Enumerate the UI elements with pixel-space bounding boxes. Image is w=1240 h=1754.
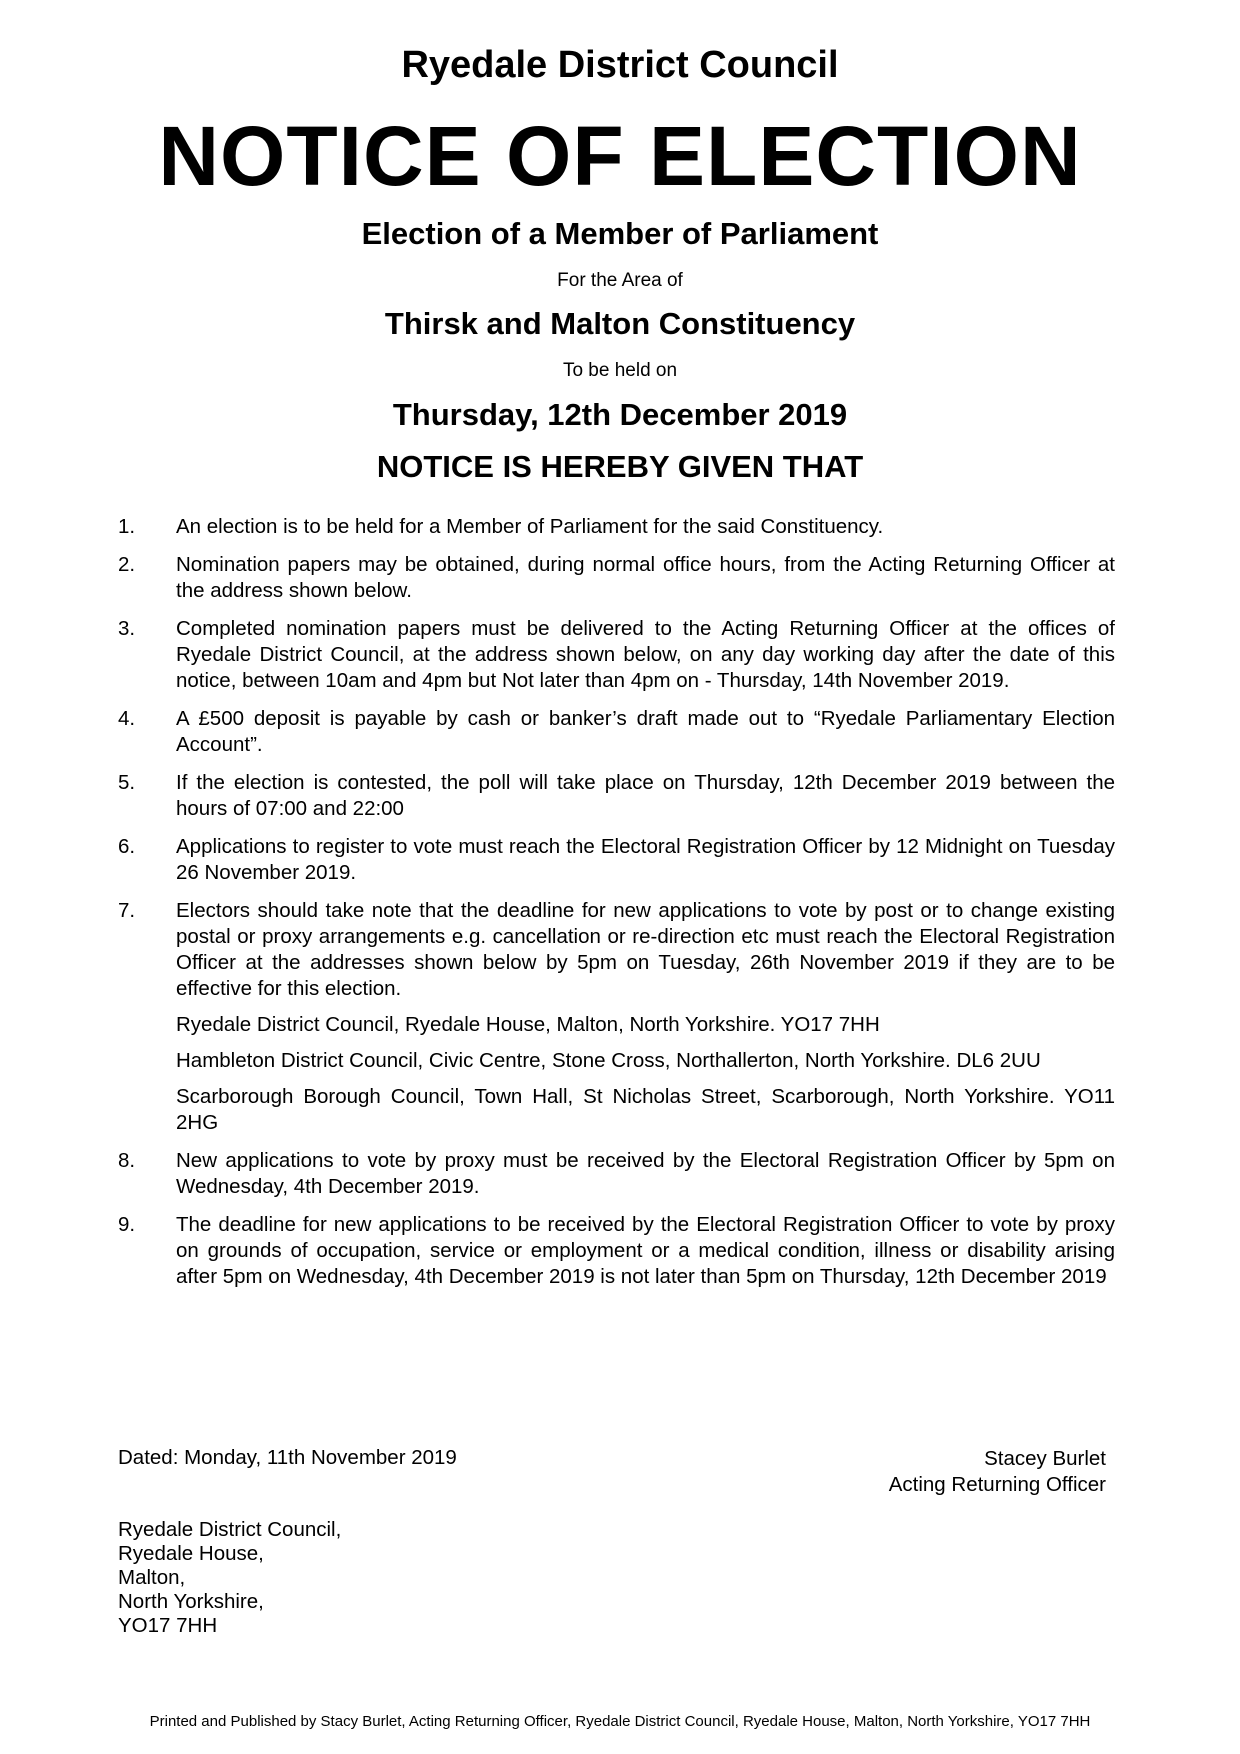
held-on-label: To be held on [562, 360, 678, 381]
item-text: If the election is contested, the poll will take place on Thursday, 12th December 2019 between the hours of 07:00 and 22:00 [176, 771, 1115, 820]
address-scarborough: Scarborough Borough Council, Town Hall, St Nicholas Street, Scarborough, North Yorkshire. YO11 2HG [176, 1085, 1115, 1134]
election-type: Election of a Member of Parliament [361, 216, 879, 251]
address-line: YO17 7HH [118, 1614, 218, 1637]
list-item [118, 706, 1115, 758]
list-item [118, 898, 1115, 1136]
list-item [118, 514, 1115, 540]
notice-items [118, 514, 1115, 1302]
list-item [118, 1212, 1115, 1290]
officer-role: Acting Returning Officer [888, 1473, 1106, 1496]
list-item [118, 1148, 1115, 1200]
item-text: Applications to register to vote must reach the Electoral Registration Officer by 12 Midnight on Tuesday 26 November 2019. [176, 835, 1115, 884]
item-number: 4. [118, 707, 136, 730]
item-number: 7. [118, 899, 136, 922]
dated-line: Dated: Monday, 11th November 2019 [118, 1446, 457, 1469]
notice-title: NOTICE OF ELECTION [158, 109, 1082, 203]
item-text: New applications to vote by proxy must be received by the Electoral Registration Officer by 5pm on Wednesday, 4th December 2019. [176, 1149, 1115, 1198]
item-number: 8. [118, 1149, 136, 1172]
address-ryedale: Ryedale District Council, Ryedale House, Malton, North Yorkshire. YO17 7HH [176, 1013, 880, 1036]
address-line: Ryedale District Council, [118, 1518, 342, 1541]
address-line: North Yorkshire, [118, 1590, 264, 1613]
item-text: Completed nomination papers must be delivered to the Acting Returning Officer at the offices of Ryedale District Council, at the address shown below, on any day working day after the date of this notice, between 10am and 4pm but Not later than 4pm on - Thursday, 14th November 2019. [176, 617, 1115, 692]
address-line: Malton, [118, 1566, 186, 1589]
list-item [118, 552, 1115, 604]
list-item [118, 616, 1115, 694]
item-text: Electors should take note that the deadline for new applications to vote by post or to change existing postal or proxy arrangements e.g. cancellation or re-direction etc must reach the Electoral Registration Officer at the addresses shown below by 5pm on Tuesday, 26th November 2019 if they are to be effective for this election. [176, 899, 1115, 1000]
address-hambleton: Hambleton District Council, Civic Centre, Stone Cross, Northallerton, North Yorkshire. DL6 2UU [176, 1049, 1041, 1072]
item-number: 2. [118, 553, 136, 576]
notice-given-heading: NOTICE IS HEREBY GIVEN THAT [376, 449, 864, 484]
item-number: 6. [118, 835, 136, 858]
item-text: A £500 deposit is payable by cash or banker’s draft made out to “Ryedale Parliamentary Election Account”. [176, 707, 1115, 756]
item-number: 9. [118, 1213, 136, 1236]
address-line: Ryedale House, [118, 1542, 264, 1565]
list-item [118, 770, 1115, 822]
council-name: Ryedale District Council [401, 44, 839, 86]
list-item [118, 834, 1115, 886]
officer-name: Stacey Burlet [984, 1447, 1106, 1470]
council-address [118, 1518, 341, 1638]
area-label: For the Area of [557, 270, 683, 291]
item-number: 5. [118, 771, 136, 794]
imprint-footer: Printed and Published by Stacy Burlet, Acting Returning Officer, Ryedale District Council, Ryedale House, Malton, North Yorkshire, YO17 7HH [149, 1713, 1091, 1730]
item-text: The deadline for new applications to be received by the Electoral Registration Officer to vote by proxy on grounds of occupation, service or employment or a medical condition, illness or disability arising after 5pm on Wednesday, 4th December 2019 is not later than 5pm on Thursday, 12th December 2019 [176, 1213, 1115, 1288]
election-date: Thursday, 12th December 2019 [392, 397, 848, 432]
constituency-name: Thirsk and Malton Constituency [384, 306, 856, 341]
item-text: An election is to be held for a Member of Parliament for the said Constituency. [176, 515, 884, 538]
item-number: 3. [118, 617, 136, 640]
item-number: 1. [118, 515, 136, 538]
item-text: Nomination papers may be obtained, during normal office hours, from the Acting Returning Officer at the address shown below. [176, 553, 1115, 602]
signature-block [889, 1446, 1106, 1498]
